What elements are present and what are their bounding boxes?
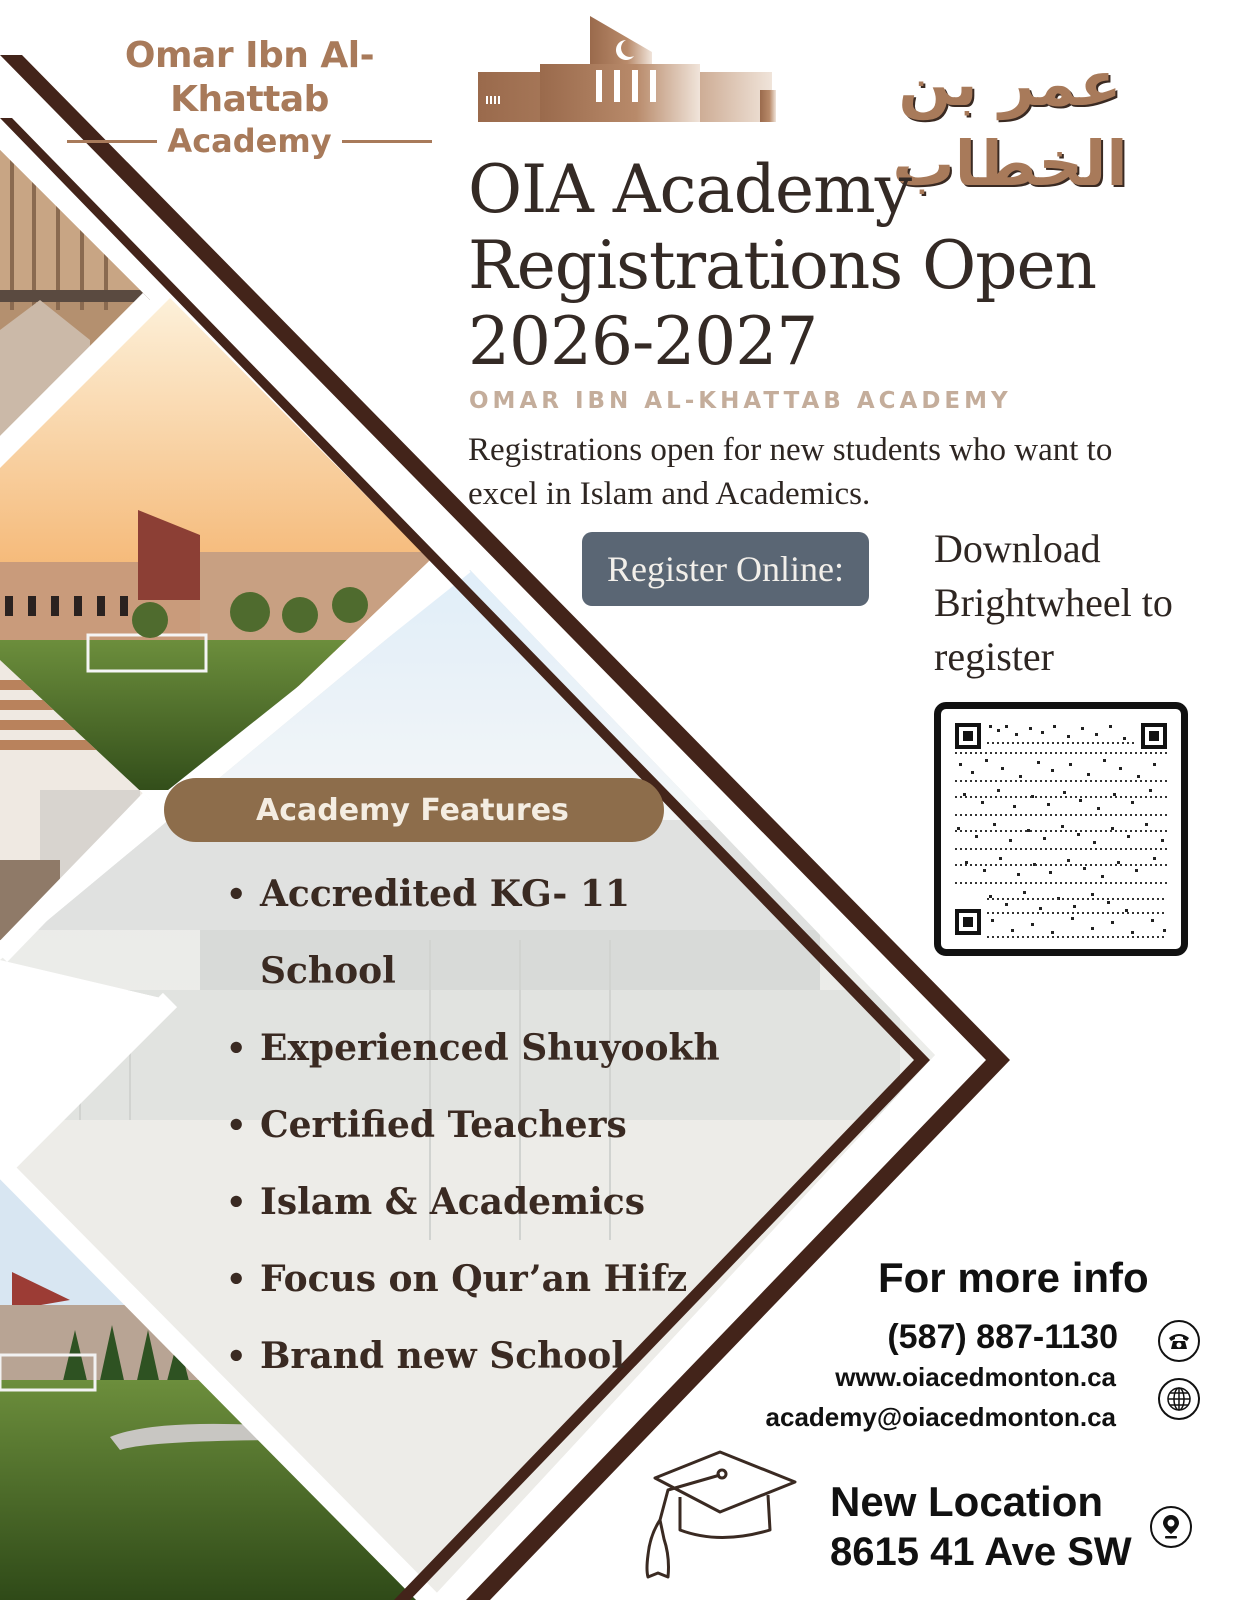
feature-item: • Experienced Shuyookh [226,1010,746,1087]
website-link[interactable]: www.oiacedmonton.ca [835,1362,1116,1392]
feature-item: • Accredited KG- 11 School [226,856,660,1010]
feature-item: • Focus on Qur’an Hifz [226,1241,746,1318]
academy-logo-text [52,34,447,160]
description: Registrations open for new students who want to excel in Islam and Academics. [468,432,1113,512]
building-logo-icon [478,16,776,122]
arabic-calligraphy-logo: عمر بن الخطاب [892,47,1128,200]
features-list [226,856,746,1395]
qr-code[interactable] [934,702,1188,956]
logo-line-1: Omar Ibn Al-Khattab [124,35,375,120]
logo-rule-right [342,140,432,143]
logo-rule-left [67,140,157,143]
feature-item: • Islam & Academics [226,1164,746,1241]
download-instructions: Download Brightwheel to register [934,526,1173,679]
qr-code-icon [941,709,1181,949]
subtitle: OMAR IBN AL-KHATTAB ACADEMY [469,388,1012,414]
location-pin-icon [1150,1506,1192,1548]
globe-icon [1158,1378,1200,1420]
logo-line-2: Academy [167,122,332,160]
feature-item: • Certified Teachers [226,1087,746,1164]
location-address: 8615 41 Ave SW [830,1530,1132,1574]
graduation-cap-icon [647,1452,795,1577]
title-line-2: Registrations Open [468,227,1097,304]
features-heading: Academy Features [164,778,664,842]
feature-item: • Brand new School [226,1318,746,1395]
phone-number[interactable]: (587) 887-1130 [887,1318,1118,1356]
register-online-button[interactable]: Register Online: [582,532,869,606]
phone-icon [1158,1320,1200,1362]
location-label: New Location [830,1478,1104,1525]
email-link[interactable]: academy@oiacedmonton.ca [765,1402,1116,1432]
contact-heading: For more info [878,1254,1149,1301]
page-title [468,152,1208,380]
title-line-1: OIA Academy [468,151,911,228]
title-line-3: 2026-2027 [468,303,818,380]
